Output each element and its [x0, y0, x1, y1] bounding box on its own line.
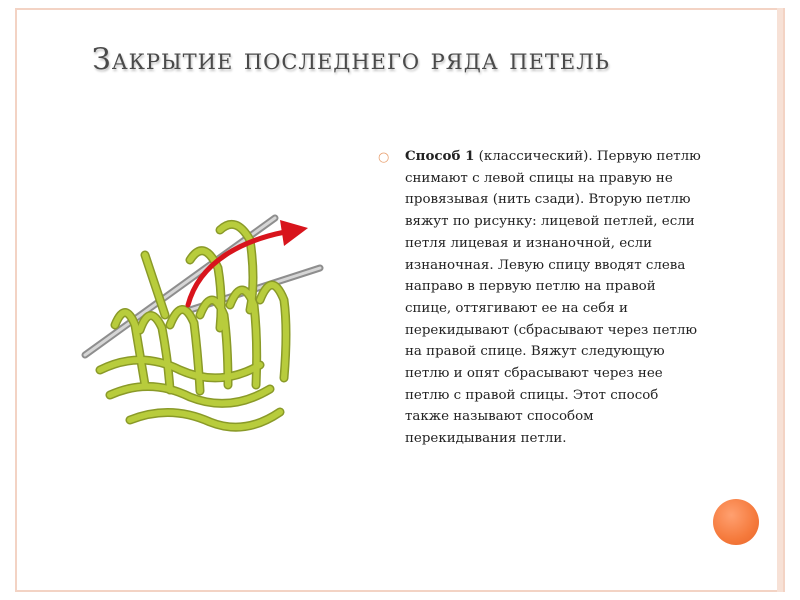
knitting-illustration — [70, 200, 340, 460]
method-type: (классический). — [474, 149, 593, 164]
knitting-diagram-icon — [70, 200, 340, 460]
decorative-side-bar — [777, 8, 783, 592]
method-text: Первую петлю снимают с левой спицы на правую не провязывая (нить сзади). Вторую петлю вяжут по рисунку: лицевой петлей, если петля лицевая и изнаночной, если изнаночная. Левую спицу вводят слева направо в первую петлю на правой спице, оттягивают ее на себя и перекидывают (сбрасывают через петлю на правой спице. Вяжут следующую петлю и опят сбрасывают через нее петлю с правой спицы. Этот способ также называют способом перекидывания петли. — [405, 149, 701, 447]
method-label: Способ 1 — [405, 148, 475, 164]
decorative-circle — [713, 499, 759, 545]
method-description — [405, 146, 705, 450]
slide-title: Закрытие последнего ряда петель — [92, 42, 610, 77]
bullet-icon: ○ — [378, 150, 390, 165]
